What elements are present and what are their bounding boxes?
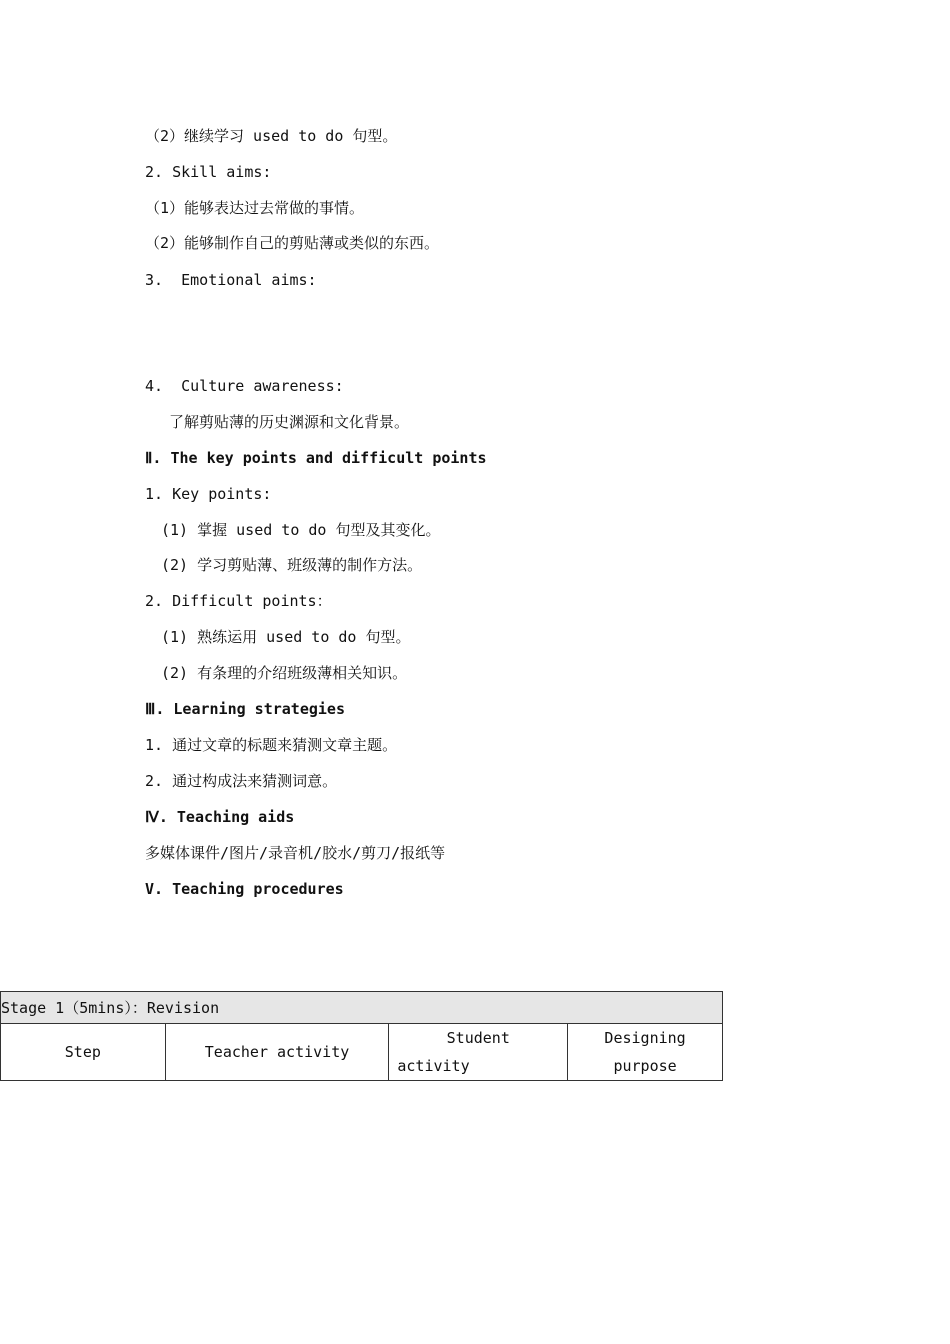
skill-aim-item: （2）能够制作自己的剪贴薄或类似的东西。 [145,234,440,252]
key-point-item: (1) 掌握 used to do 句型及其变化。 [161,521,441,539]
section-heading-key-points: Ⅱ. The key points and difficult points [145,449,487,467]
col-header-student-activity [389,1024,568,1081]
col-header-student-line2: activity [397,1057,470,1075]
section-heading-teaching-procedures: V. Teaching procedures [145,880,344,898]
key-points-heading: 1. Key points: [145,485,272,503]
key-point-item: (2) 学习剪贴薄、班级薄的制作方法。 [161,556,423,574]
column-header-row [1,1024,723,1081]
col-header-purpose-line2: purpose [613,1057,677,1075]
stage-title: Stage 1（5mins）：Revision [1,992,723,1024]
objective-line: （2）继续学习 used to do 句型。 [145,127,398,145]
culture-awareness-text: 了解剪贴薄的历史渊源和文化背景。 [169,413,410,431]
col-header-designing-purpose [568,1024,723,1081]
strategy-item: 2. 通过构成法来猜测词意。 [145,772,338,790]
strategy-item: 1. 通过文章的标题来猜测文章主题。 [145,736,398,754]
teaching-aids-text: 多媒体课件/图片/录音机/胶水/剪刀/报纸等 [145,844,446,862]
col-header-student-line1: Student [446,1029,510,1047]
stage-header-row [1,992,723,1024]
col-header-teacher-activity: Teacher activity [165,1024,389,1081]
col-header-purpose-line1: Designing [604,1029,686,1047]
col-header-step: Step [1,1024,166,1081]
culture-awareness-heading: 4. Culture awareness: [145,377,344,395]
skill-aims-heading: 2. Skill aims: [145,163,272,181]
skill-aim-item: （1）能够表达过去常做的事情。 [145,199,365,217]
difficult-points-heading: 2. Difficult points： [145,592,332,610]
section-heading-learning-strategies: Ⅲ. Learning strategies [145,700,345,718]
difficult-point-item: (2) 有条理的介绍班级薄相关知识。 [161,664,408,682]
difficult-point-item: (1) 熟练运用 used to do 句型。 [161,628,411,646]
section-heading-teaching-aids: Ⅳ. Teaching aids [145,808,295,826]
procedure-table [0,991,723,1081]
emotional-aims-heading: 3. Emotional aims: [145,271,317,289]
